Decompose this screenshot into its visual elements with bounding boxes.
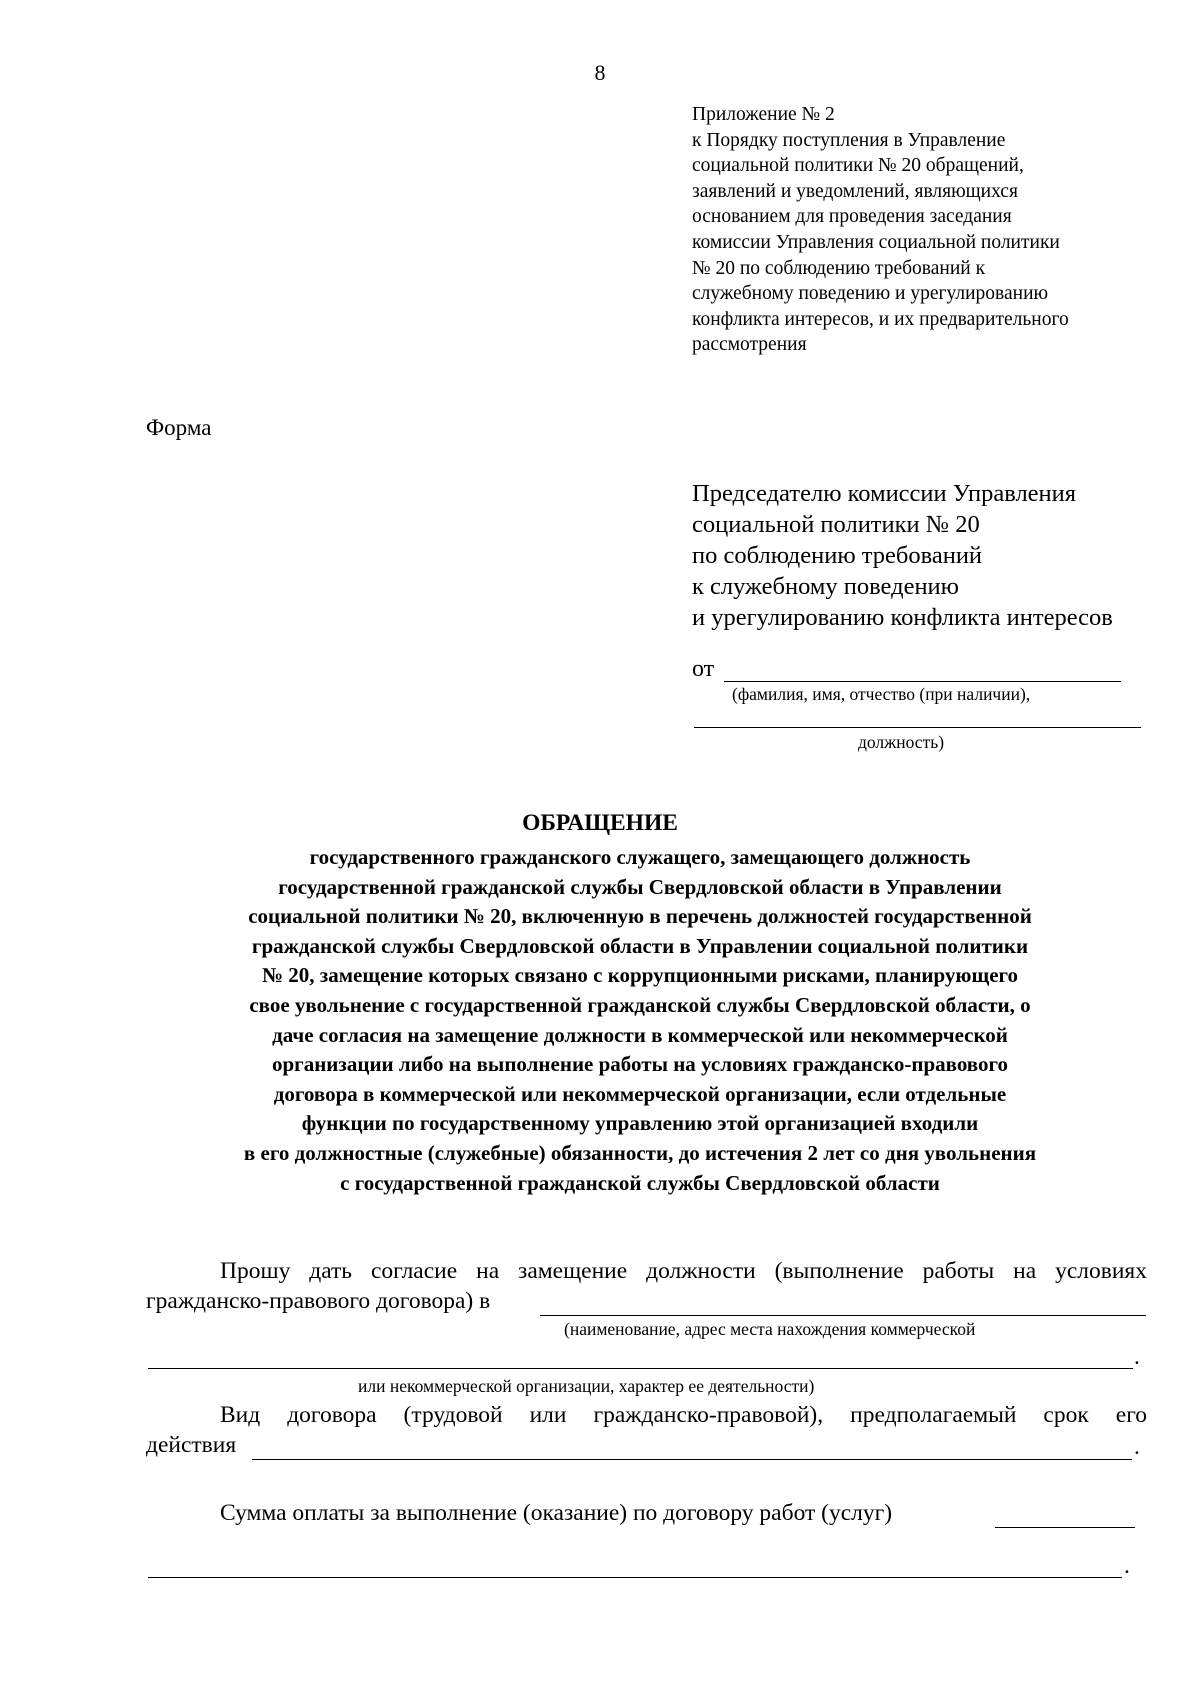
page-number: 8 [594, 60, 606, 85]
contract-term-field[interactable] [252, 1437, 1132, 1460]
subtitle-line: государственного гражданского служащего, замещающего должность [309, 845, 971, 869]
subtitle-line: даче согласия на замещение должности в коммерческой или некоммерческой [272, 1022, 1008, 1047]
subtitle-line: с государственной гражданской службы Свердловской области [340, 1170, 940, 1195]
organization-name-field[interactable] [540, 1293, 1146, 1316]
period-mark: . [1124, 1553, 1130, 1579]
subtitle-line: свое увольнение с государственной гражданской службы Свердловской области, о [249, 992, 1031, 1017]
period-mark: . [1134, 1434, 1140, 1460]
from-position-field[interactable] [694, 705, 1141, 728]
addressee-line: к служебному поведению [692, 573, 959, 600]
appendix-line: комиссии Управления социальной политики [692, 231, 1060, 253]
organization-caption-1: (наименование, адрес места нахождения коммерческой [564, 1319, 976, 1339]
addressee-line: и урегулированию конфликта интересов [692, 604, 1113, 631]
appendix-line: заявлений и уведомлений, являющихся [692, 180, 1018, 202]
document-subtitle [130, 843, 1150, 1198]
subtitle-line: государственной гражданской службы Свердловской области в Управлении [278, 874, 1002, 899]
appendix-line: основанием для проведения заседания [692, 206, 1012, 228]
from-caption-position: должность) [858, 732, 945, 752]
subtitle-line: гражданской службы Свердловской области в Управлении социальной политики [251, 933, 1029, 958]
appendix-line: конфликта интересов, и их предварительного [692, 308, 1069, 330]
appendix-line: Приложение № 2 [692, 104, 835, 125]
payment-line-1: Сумма оплаты за выполнение (оказание) по договору работ (услуг) [220, 1500, 893, 1526]
appendix-line: к Порядку поступления в Управление [692, 129, 1006, 151]
contract-line-2: действия [146, 1432, 237, 1458]
appendix-line: служебному поведению и урегулированию [692, 283, 1049, 305]
appendix-block [692, 102, 1162, 358]
subtitle-line: организации либо на выполнение работы на условиях гражданско-правового [271, 1052, 1009, 1077]
subtitle-line: договора в коммерческой или некоммерческой организации, если отдельные [273, 1081, 1007, 1106]
payment-amount-continuation-field[interactable] [148, 1555, 1122, 1578]
subtitle-line: социальной политики № 20, включенную в перечень должностей государственной [248, 904, 1032, 929]
subtitle-line: в его должностные (служебные) обязанности, до истечения 2 лет со дня увольнения [243, 1140, 1037, 1165]
from-name-field[interactable] [724, 659, 1121, 682]
addressee-block [692, 478, 1172, 633]
organization-caption-2: или некоммерческой организации, характер ее деятельности) [358, 1376, 815, 1396]
subtitle-line: № 20, замещение которых связано с коррупционными рисками, планирующего [261, 963, 1019, 988]
from-caption-name: (фамилия, имя, отчество (при наличии), [732, 684, 1031, 704]
appendix-line: социальной политики № 20 обращений, [692, 155, 1024, 177]
addressee-line: по соблюдению требований [692, 542, 983, 569]
addressee-line: Председателю комиссии Управления [692, 480, 1077, 507]
addressee-line: социальной политики № 20 [692, 511, 980, 538]
form-label: Форма [146, 415, 212, 440]
contract-line-1: Вид договора (трудовой или гражданско-правовой), предполагаемый срок его [220, 1402, 1147, 1428]
request-line-1: Прошу дать согласие на замещение должности (выполнение работы на условиях [220, 1258, 1147, 1284]
appendix-line: рассмотрения [692, 334, 807, 356]
subtitle-line: функции по государственному управлению этой организацией входили [301, 1111, 979, 1136]
from-label: от [692, 656, 715, 682]
payment-amount-field[interactable] [995, 1505, 1135, 1528]
organization-details-field[interactable] [148, 1346, 1133, 1369]
request-line-2: гражданско-правового договора) в [146, 1288, 491, 1314]
document-title: ОБРАЩЕНИЕ [522, 810, 678, 836]
period-mark: . [1134, 1344, 1140, 1370]
appendix-line: № 20 по соблюдению требований к [692, 257, 986, 279]
